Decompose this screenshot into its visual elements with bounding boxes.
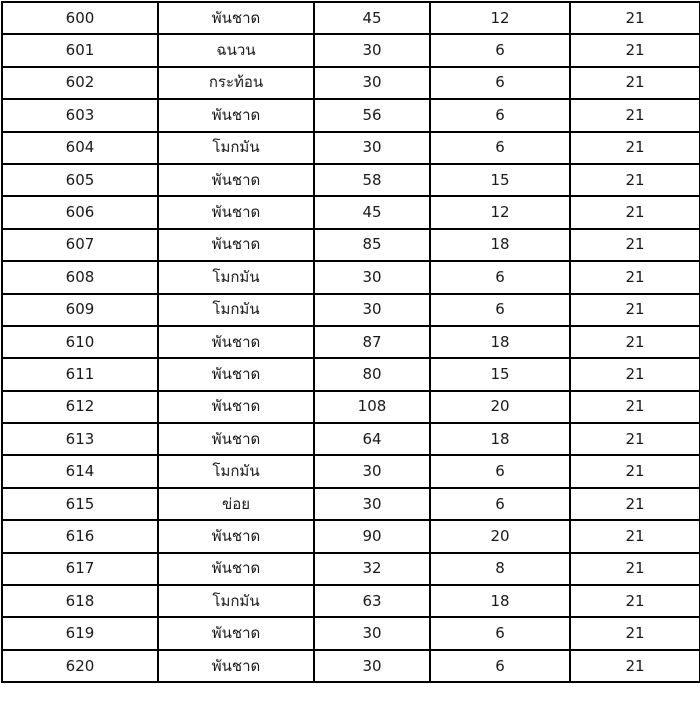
value-c-cell: 21 xyxy=(570,650,700,682)
value-b-cell: 6 xyxy=(430,617,570,649)
value-c-cell: 21 xyxy=(570,488,700,520)
table-row xyxy=(2,99,700,131)
table-row xyxy=(2,34,700,66)
table-row xyxy=(2,423,700,455)
value-b-cell: 6 xyxy=(430,34,570,66)
value-b-cell: 6 xyxy=(430,455,570,487)
tree-number-cell: 605 xyxy=(2,164,158,196)
value-c-cell: 21 xyxy=(570,455,700,487)
value-b-cell: 20 xyxy=(430,391,570,423)
value-b-cell: 12 xyxy=(430,196,570,228)
value-a-cell: 30 xyxy=(314,650,430,682)
species-name-cell: โมกมัน xyxy=(158,294,314,326)
value-b-cell: 18 xyxy=(430,326,570,358)
species-name-cell: พันชาด xyxy=(158,358,314,390)
value-a-cell: 30 xyxy=(314,67,430,99)
species-name-cell: โมกมัน xyxy=(158,455,314,487)
value-c-cell: 21 xyxy=(570,67,700,99)
species-name-cell: พันชาด xyxy=(158,326,314,358)
table-row xyxy=(2,196,700,228)
value-c-cell: 21 xyxy=(570,34,700,66)
tree-number-cell: 615 xyxy=(2,488,158,520)
tree-number-cell: 610 xyxy=(2,326,158,358)
value-a-cell: 32 xyxy=(314,553,430,585)
tree-number-cell: 604 xyxy=(2,132,158,164)
table-row xyxy=(2,294,700,326)
table-row xyxy=(2,391,700,423)
tree-number-cell: 614 xyxy=(2,455,158,487)
value-c-cell: 21 xyxy=(570,520,700,552)
tree-number-cell: 617 xyxy=(2,553,158,585)
table-row xyxy=(2,132,700,164)
species-name-cell: ฉนวน xyxy=(158,34,314,66)
species-name-cell: พันชาด xyxy=(158,229,314,261)
value-a-cell: 30 xyxy=(314,488,430,520)
table-row xyxy=(2,617,700,649)
table-row xyxy=(2,488,700,520)
species-name-cell: พันชาด xyxy=(158,196,314,228)
tree-number-cell: 618 xyxy=(2,585,158,617)
tree-number-cell: 607 xyxy=(2,229,158,261)
value-b-cell: 8 xyxy=(430,553,570,585)
value-b-cell: 6 xyxy=(430,650,570,682)
table-row xyxy=(2,164,700,196)
value-c-cell: 21 xyxy=(570,358,700,390)
species-name-cell: พันชาด xyxy=(158,164,314,196)
species-name-cell: พันชาด xyxy=(158,2,314,34)
species-name-cell: โมกมัน xyxy=(158,261,314,293)
tree-number-cell: 609 xyxy=(2,294,158,326)
value-b-cell: 18 xyxy=(430,423,570,455)
value-c-cell: 21 xyxy=(570,99,700,131)
value-c-cell: 21 xyxy=(570,164,700,196)
tree-number-cell: 600 xyxy=(2,2,158,34)
value-a-cell: 64 xyxy=(314,423,430,455)
value-b-cell: 6 xyxy=(430,67,570,99)
value-a-cell: 45 xyxy=(314,2,430,34)
species-name-cell: พันชาด xyxy=(158,423,314,455)
value-a-cell: 45 xyxy=(314,196,430,228)
value-b-cell: 18 xyxy=(430,585,570,617)
table-row xyxy=(2,520,700,552)
value-b-cell: 6 xyxy=(430,294,570,326)
table-row xyxy=(2,2,700,34)
species-name-cell: พันชาด xyxy=(158,553,314,585)
species-name-cell: พันชาด xyxy=(158,650,314,682)
tree-number-cell: 613 xyxy=(2,423,158,455)
species-name-cell: กระท้อน xyxy=(158,67,314,99)
table-body xyxy=(2,2,700,682)
value-b-cell: 6 xyxy=(430,488,570,520)
tree-number-cell: 601 xyxy=(2,34,158,66)
value-a-cell: 30 xyxy=(314,617,430,649)
value-c-cell: 21 xyxy=(570,261,700,293)
table-row xyxy=(2,67,700,99)
species-name-cell: พันชาด xyxy=(158,617,314,649)
table-row xyxy=(2,358,700,390)
value-c-cell: 21 xyxy=(570,326,700,358)
value-a-cell: 90 xyxy=(314,520,430,552)
value-a-cell: 63 xyxy=(314,585,430,617)
table-row xyxy=(2,650,700,682)
value-b-cell: 6 xyxy=(430,261,570,293)
value-a-cell: 108 xyxy=(314,391,430,423)
value-c-cell: 21 xyxy=(570,423,700,455)
value-b-cell: 18 xyxy=(430,229,570,261)
value-a-cell: 30 xyxy=(314,455,430,487)
table-row xyxy=(2,261,700,293)
value-c-cell: 21 xyxy=(570,553,700,585)
species-name-cell: โมกมัน xyxy=(158,585,314,617)
value-c-cell: 21 xyxy=(570,196,700,228)
tree-number-cell: 608 xyxy=(2,261,158,293)
value-a-cell: 87 xyxy=(314,326,430,358)
value-a-cell: 58 xyxy=(314,164,430,196)
value-a-cell: 30 xyxy=(314,294,430,326)
value-c-cell: 21 xyxy=(570,229,700,261)
tree-number-cell: 606 xyxy=(2,196,158,228)
table-row xyxy=(2,553,700,585)
table-row xyxy=(2,455,700,487)
value-a-cell: 85 xyxy=(314,229,430,261)
value-b-cell: 20 xyxy=(430,520,570,552)
value-a-cell: 30 xyxy=(314,132,430,164)
tree-number-cell: 611 xyxy=(2,358,158,390)
value-c-cell: 21 xyxy=(570,391,700,423)
tree-number-cell: 619 xyxy=(2,617,158,649)
tree-number-cell: 620 xyxy=(2,650,158,682)
value-c-cell: 21 xyxy=(570,132,700,164)
table-row xyxy=(2,585,700,617)
tree-number-cell: 602 xyxy=(2,67,158,99)
tree-data-table xyxy=(1,1,700,683)
value-c-cell: 21 xyxy=(570,617,700,649)
species-name-cell: โมกมัน xyxy=(158,132,314,164)
table-row xyxy=(2,229,700,261)
value-c-cell: 21 xyxy=(570,2,700,34)
value-b-cell: 6 xyxy=(430,132,570,164)
value-a-cell: 56 xyxy=(314,99,430,131)
value-b-cell: 15 xyxy=(430,358,570,390)
tree-number-cell: 603 xyxy=(2,99,158,131)
value-b-cell: 15 xyxy=(430,164,570,196)
value-c-cell: 21 xyxy=(570,585,700,617)
value-c-cell: 21 xyxy=(570,294,700,326)
value-b-cell: 6 xyxy=(430,99,570,131)
value-b-cell: 12 xyxy=(430,2,570,34)
tree-number-cell: 616 xyxy=(2,520,158,552)
species-name-cell: พันชาด xyxy=(158,391,314,423)
table-row xyxy=(2,326,700,358)
species-name-cell: พันชาด xyxy=(158,99,314,131)
value-a-cell: 30 xyxy=(314,261,430,293)
tree-number-cell: 612 xyxy=(2,391,158,423)
value-a-cell: 80 xyxy=(314,358,430,390)
species-name-cell: พันชาด xyxy=(158,520,314,552)
species-name-cell: ข่อย xyxy=(158,488,314,520)
value-a-cell: 30 xyxy=(314,34,430,66)
